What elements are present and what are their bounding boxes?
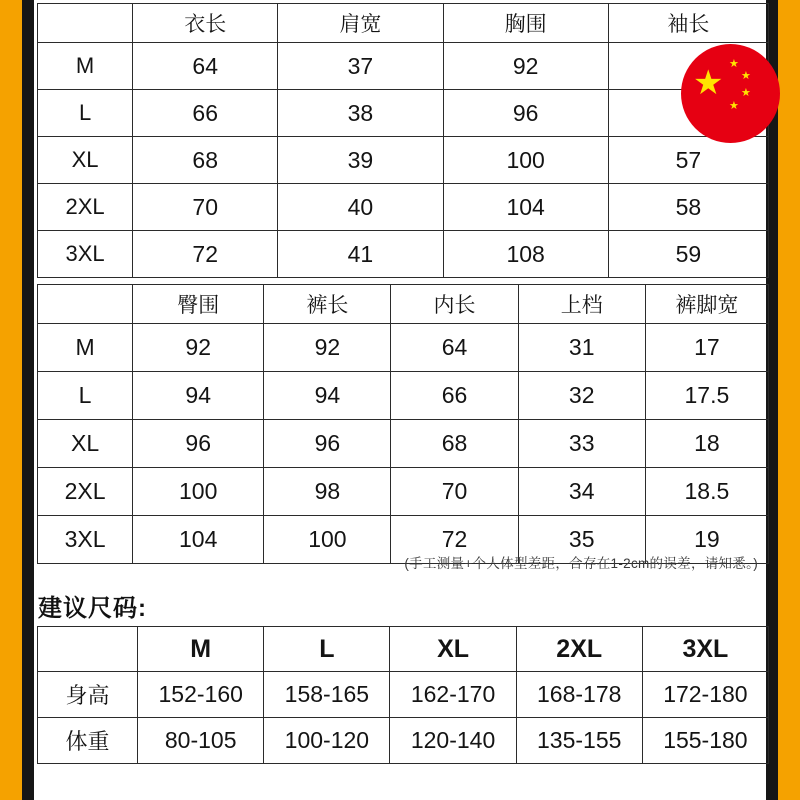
table-row — [38, 231, 769, 278]
table-row — [38, 372, 769, 420]
tops-r1-c3: 96 — [443, 90, 608, 137]
pants-header-3: 内长 — [391, 285, 518, 324]
pants-r4-c2: 100 — [264, 516, 391, 564]
table-row — [38, 43, 769, 90]
pants-r4-c1: 104 — [133, 516, 264, 564]
rec-r0-c2: 158-165 — [264, 672, 390, 718]
pants-r3-c5: 18.5 — [645, 468, 768, 516]
tops-r3-c0: 2XL — [38, 184, 133, 231]
flag-star-small-3: ★ — [741, 86, 751, 99]
rec-r1-c5: 155-180 — [642, 718, 768, 764]
rec-r0-c0: 身高 — [38, 672, 138, 718]
table-header-row — [38, 285, 769, 324]
table-header-row — [38, 4, 769, 43]
rec-header-0 — [38, 627, 138, 672]
pants-r4-c3: 72 — [391, 516, 518, 564]
pants-r2-c4: 33 — [518, 420, 645, 468]
rec-header-2: L — [264, 627, 390, 672]
tops-r2-c0: XL — [38, 137, 133, 184]
tops-r4-c3: 108 — [443, 231, 608, 278]
rec-r0-c1: 152-160 — [138, 672, 264, 718]
tops-header-4: 袖长 — [608, 4, 768, 43]
pants-size-table — [37, 284, 769, 564]
pants-r4-c4: 35 — [518, 516, 645, 564]
tops-r4-c4: 59 — [608, 231, 768, 278]
pants-r1-c1: 94 — [133, 372, 264, 420]
rec-header-3: XL — [390, 627, 516, 672]
pants-header-5: 裤脚宽 — [645, 285, 768, 324]
pants-r1-c2: 94 — [264, 372, 391, 420]
flag-star-small-1: ★ — [729, 57, 739, 70]
table-row — [38, 672, 769, 718]
tops-r1-c1: 66 — [133, 90, 278, 137]
pants-header-4: 上档 — [518, 285, 645, 324]
flag-star-large: ★ — [693, 63, 724, 103]
pants-header-0 — [38, 285, 133, 324]
rec-r1-c1: 80-105 — [138, 718, 264, 764]
tops-r3-c4: 58 — [608, 184, 768, 231]
tops-r2-c2: 39 — [278, 137, 443, 184]
table-row — [38, 184, 769, 231]
rec-r1-c3: 120-140 — [390, 718, 516, 764]
pants-r3-c1: 100 — [133, 468, 264, 516]
recommended-size-table — [37, 626, 769, 764]
china-flag-icon — [681, 44, 780, 143]
pants-header-2: 裤长 — [264, 285, 391, 324]
tops-r1-c2: 38 — [278, 90, 443, 137]
pants-r2-c2: 96 — [264, 420, 391, 468]
tops-header-0 — [38, 4, 133, 43]
rec-header-5: 3XL — [642, 627, 768, 672]
table-row — [38, 718, 769, 764]
tops-r1-c0: L — [38, 90, 133, 137]
pants-r1-c0: L — [38, 372, 133, 420]
tops-r2-c1: 68 — [133, 137, 278, 184]
pants-r4-c0: 3XL — [38, 516, 133, 564]
left-edge-inner-stripe — [22, 0, 34, 800]
rec-r0-c4: 168-178 — [516, 672, 642, 718]
table-row — [38, 324, 769, 372]
measurement-note: (手工测量+个人体型差距，合存在1-2cm的误差，请知悉。) — [404, 556, 758, 571]
pants-r2-c1: 96 — [133, 420, 264, 468]
pants-r4-c5: 19 — [645, 516, 768, 564]
rec-r1-c0: 体重 — [38, 718, 138, 764]
tops-size-table — [37, 3, 769, 278]
recommended-size-title: 建议尺码: — [38, 595, 147, 622]
tops-header-3: 胸围 — [443, 4, 608, 43]
pants-r0-c3: 64 — [391, 324, 518, 372]
rec-r1-c4: 135-155 — [516, 718, 642, 764]
pants-r2-c0: XL — [38, 420, 133, 468]
pants-r0-c5: 17 — [645, 324, 768, 372]
flag-star-small-4: ★ — [729, 99, 739, 112]
pants-r0-c0: M — [38, 324, 133, 372]
pants-r3-c4: 34 — [518, 468, 645, 516]
rec-r1-c2: 100-120 — [264, 718, 390, 764]
tops-r0-c1: 64 — [133, 43, 278, 90]
pants-r0-c1: 92 — [133, 324, 264, 372]
pants-r1-c4: 32 — [518, 372, 645, 420]
rec-header-4: 2XL — [516, 627, 642, 672]
table-row — [38, 137, 769, 184]
tops-r2-c3: 100 — [443, 137, 608, 184]
tops-r4-c0: 3XL — [38, 231, 133, 278]
flag-star-small-2: ★ — [741, 69, 751, 82]
pants-r3-c2: 98 — [264, 468, 391, 516]
pants-r1-c5: 17.5 — [645, 372, 768, 420]
rec-header-1: M — [138, 627, 264, 672]
table-header-row — [38, 627, 769, 672]
tops-r0-c0: M — [38, 43, 133, 90]
table-row — [38, 468, 769, 516]
content-area — [34, 0, 766, 800]
pants-r0-c2: 92 — [264, 324, 391, 372]
pants-r1-c3: 66 — [391, 372, 518, 420]
tops-r2-c4: 57 — [608, 137, 768, 184]
pants-r2-c3: 68 — [391, 420, 518, 468]
pants-r3-c3: 70 — [391, 468, 518, 516]
tops-header-1: 衣长 — [133, 4, 278, 43]
pants-r0-c4: 31 — [518, 324, 645, 372]
tops-r0-c3: 92 — [443, 43, 608, 90]
left-edge-bar — [0, 0, 34, 800]
table-row — [38, 90, 769, 137]
tops-r4-c1: 72 — [133, 231, 278, 278]
tops-r4-c2: 41 — [278, 231, 443, 278]
pants-r3-c0: 2XL — [38, 468, 133, 516]
table-row — [38, 420, 769, 468]
tops-r3-c2: 40 — [278, 184, 443, 231]
tops-r0-c2: 37 — [278, 43, 443, 90]
tops-r3-c1: 70 — [133, 184, 278, 231]
tops-r3-c3: 104 — [443, 184, 608, 231]
rec-r0-c3: 162-170 — [390, 672, 516, 718]
rec-r0-c5: 172-180 — [642, 672, 768, 718]
tops-header-2: 肩宽 — [278, 4, 443, 43]
pants-header-1: 臀围 — [133, 285, 264, 324]
pants-r2-c5: 18 — [645, 420, 768, 468]
